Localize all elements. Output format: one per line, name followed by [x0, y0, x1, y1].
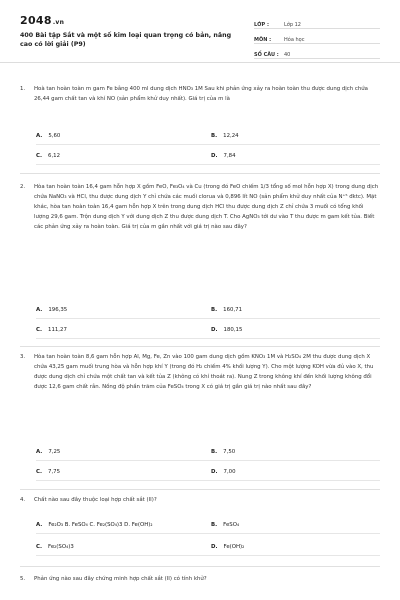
answer-row — [36, 466, 380, 481]
site-logo[interactable] — [20, 14, 64, 27]
answer-letter: A. — [36, 449, 43, 455]
question-text: Hoà tan hoàn toàn m gam Fe bằng 400 ml dung dịch HNO₃ 1M Sau khi phản ứng xảy ra hoàn toàn thu được dung dịch chứa 26,44 gam chất tan và khí NO (sản phẩm khử duy nhất). Giá trị của m là — [34, 86, 368, 102]
answer-letter: D. — [211, 327, 218, 333]
meta-subject-value: Hóa học — [284, 37, 305, 43]
meta-count-label: SỐ CÂU : — [254, 52, 279, 58]
answer-row — [36, 150, 380, 165]
answer-option-c[interactable] — [36, 469, 60, 475]
answer-option-c[interactable] — [36, 544, 74, 550]
answer-option-a[interactable] — [36, 307, 67, 313]
answer-letter: B. — [211, 307, 218, 313]
answer-option-a[interactable] — [36, 522, 153, 528]
answer-option-d[interactable] — [211, 153, 236, 159]
answer-option-b[interactable] — [211, 449, 235, 455]
page-header — [0, 0, 400, 63]
question-4 — [20, 495, 380, 505]
answer-row — [36, 304, 380, 319]
question-divider — [20, 173, 380, 174]
answer-letter: B. — [211, 133, 218, 139]
question-1 — [20, 84, 380, 104]
answer-row — [36, 519, 380, 534]
answer-value: FeSO₄ — [223, 522, 240, 528]
answer-letter: D. — [211, 153, 218, 159]
answer-value: 7,75 — [48, 469, 61, 475]
answer-letter: B. — [211, 522, 218, 528]
document-meta — [254, 14, 380, 59]
document-title: 400 Bài tập Sắt và một số kim loại quan trọng có bản, nâng cao có lời giải (P9) — [20, 32, 232, 48]
answer-letter: C. — [36, 153, 43, 159]
question-number: 5. — [20, 576, 26, 582]
question-text: Chất nào sau đây thuộc loại hợp chất sắt (II)? — [34, 497, 157, 503]
question-divider — [20, 346, 380, 347]
question-number: 1. — [20, 86, 26, 92]
question-3 — [20, 352, 380, 392]
meta-count-value: 40 — [284, 52, 291, 58]
answer-value: 7,50 — [223, 449, 236, 455]
answer-option-d[interactable] — [211, 544, 244, 550]
answer-row — [36, 446, 380, 461]
question-number: 2. — [20, 184, 26, 190]
answer-value: 5,60 — [48, 133, 61, 139]
question-divider — [20, 489, 380, 490]
answer-row — [36, 324, 380, 339]
answer-option-b[interactable] — [211, 307, 242, 313]
meta-count-row — [254, 44, 380, 59]
answer-value: 7,00 — [223, 469, 236, 475]
meta-subject-row — [254, 29, 380, 44]
meta-class-row — [254, 14, 380, 29]
answer-value: 196,35 — [48, 307, 68, 313]
answer-value: 111,27 — [48, 327, 67, 333]
answer-value: 7,25 — [48, 449, 61, 455]
answer-letter: C. — [36, 469, 43, 475]
answer-option-a[interactable] — [36, 133, 60, 139]
answer-letter: A. — [36, 307, 43, 313]
meta-class-value: Lớp 12 — [284, 22, 301, 28]
meta-subject-label: MÔN : — [254, 37, 272, 43]
question-5 — [20, 574, 380, 584]
answer-value: 180,15 — [223, 327, 243, 333]
question-2 — [20, 182, 380, 232]
answer-option-b[interactable] — [211, 522, 239, 528]
question-text: Hòa tan hoàn toàn 8,6 gam hỗn hợp Al, Mg, Fe, Zn vào 100 gam dung dịch gồm KNO₃ 1M và H₂SO₄ 2M thu được dung dịch X chứa 43,25 gam muối trung hòa và hỗn hợp khí Y (trong đó H₂ chiếm 4% khối lượng Y). Cho một lượng KOH vừa đủ vào X, thu được dung dịch chỉ chứa một chất tan và kết tủa Z (không có khí thoát ra). Nung Z trong không khí đến khối lượng không đổi được 12,6 gam chất rắn. Nồng độ phần trăm của FeSO₄ trong X có giá trị gần giá trị nào nhất sau đây? — [34, 354, 374, 390]
answer-value: Fe(OH)₂ — [223, 544, 245, 550]
answer-row — [36, 130, 380, 145]
answer-letter: C. — [36, 544, 43, 550]
answer-letter: B. — [211, 449, 218, 455]
answer-value: 12,24 — [223, 133, 239, 139]
answer-value: Fe₂(SO₄)3 — [48, 544, 74, 550]
answer-row — [36, 541, 380, 556]
answer-value: 6,12 — [48, 153, 61, 159]
question-divider — [20, 566, 380, 567]
logo-suffix: .vn — [52, 19, 65, 26]
question-text: Phản ứng nào sau đây chứng minh hợp chất sắt (II) có tính khử? — [34, 576, 207, 582]
logo-text: 2048 — [20, 14, 52, 27]
answer-option-c[interactable] — [36, 327, 67, 333]
question-number: 4. — [20, 497, 26, 503]
answer-letter: A. — [36, 133, 43, 139]
answer-letter: C. — [36, 327, 43, 333]
answer-option-d[interactable] — [211, 469, 236, 475]
answer-letter: D. — [211, 469, 218, 475]
answer-option-b[interactable] — [211, 133, 239, 139]
answer-value: 7,84 — [223, 153, 236, 159]
answer-option-d[interactable] — [211, 327, 242, 333]
answer-letter: A. — [36, 522, 43, 528]
question-number: 3. — [20, 354, 26, 360]
answer-option-c[interactable] — [36, 153, 60, 159]
answer-letter: D. — [211, 544, 218, 550]
answer-option-a[interactable] — [36, 449, 60, 455]
meta-class-label: LỚP : — [254, 22, 269, 28]
answer-value: 160,71 — [223, 307, 243, 313]
answer-value: Fe₂O₃ B. FeSO₄ C. Fe₂(SO₄)3 D. Fe(OH)₂ — [48, 522, 153, 528]
question-text: Hòa tan hoàn toàn 16,4 gam hỗn hợp X gồm FeO, Fe₃O₄ và Cu (trong đó FeO chiếm 1/3 tổng số mol hỗn hợp X) trong dung dịch chứa NaNO₃ và HCl, thu được dung dịch Y chỉ chứa các muối clorua và 0,896 lít NO (sản phẩm khử duy nhất của N⁺⁵ đktc). Mặt khác, hòa tan hoàn toàn 16,4 gam hỗn hợp X trên trong dung dịch HCl thu được dung dịch Z chỉ chứa 3 muối có tổng khối lượng 29,6 gam. Trộn dung dịch Y với dung dịch Z thu được dung dịch T. Cho AgNO₃ tới dư vào T thu được m gam kết tủa. Biết các phản ứng xảy ra hoàn toàn. Giá trị của m gần nhất với giá trị nào sau đây? — [34, 184, 379, 230]
